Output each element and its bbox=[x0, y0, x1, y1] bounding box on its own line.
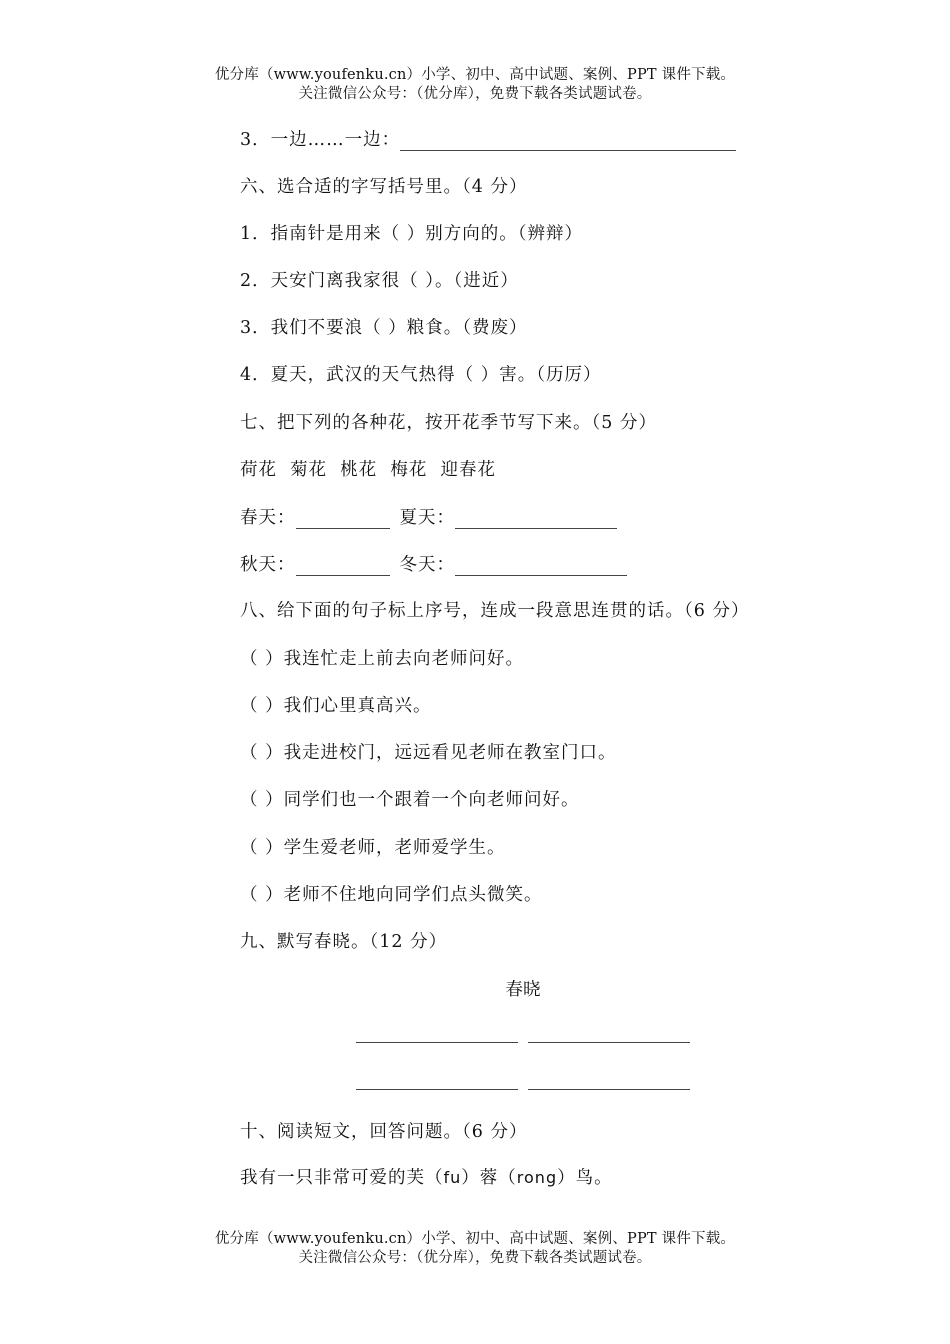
footer-line-1: 优分库（www.youfenku.cn）小学、初中、高中试题、案例、PPT 课件下载。 bbox=[214, 1231, 736, 1247]
poem-blank[interactable] bbox=[356, 1024, 518, 1043]
spring-summer-row bbox=[240, 504, 617, 529]
pinyin-rong: rong bbox=[516, 1168, 558, 1187]
header-line-2: 关注微信公众号：（优分库），免费下载各类试题试卷。 bbox=[298, 86, 652, 102]
item-3 bbox=[240, 126, 736, 151]
poem-blank[interactable] bbox=[528, 1071, 690, 1090]
autumn-label: 秋天： bbox=[240, 555, 296, 575]
answer-blank[interactable] bbox=[400, 132, 736, 151]
section-7-title: 七、把下列的各种花，按开花季节写下来。（5 分） bbox=[240, 413, 657, 433]
poem-blank[interactable] bbox=[356, 1071, 518, 1090]
section-9-title: 九、默写春晓。（12 分） bbox=[240, 932, 448, 952]
flower-list: 荷花 菊花 桃花 梅花 迎春花 bbox=[240, 460, 497, 480]
sec8-sentence-1: （ ）我连忙走上前去向老师问好。 bbox=[240, 649, 525, 669]
section-6-title: 六、选合适的字写括号里。（4 分） bbox=[240, 177, 528, 197]
sec8-sentence-5: （ ）学生爱老师，老师爱学生。 bbox=[240, 838, 506, 858]
header-line-1: 优分库（www.youfenku.cn）小学、初中、高中试题、案例、PPT 课件下载。 bbox=[214, 67, 736, 83]
sec8-sentence-3: （ ）我走进校门，远远看见老师在教室门口。 bbox=[240, 743, 617, 763]
item-3-text: 3．一边……一边： bbox=[240, 130, 401, 150]
poem-title: 春晓 bbox=[505, 980, 541, 1000]
sec8-sentence-4: （ ）同学们也一个跟着一个向老师问好。 bbox=[240, 790, 580, 810]
section-10-title: 十、阅读短文，回答问题。（6 分） bbox=[240, 1122, 528, 1142]
reading-passage-line bbox=[240, 1164, 613, 1189]
section-8-title: 八、给下面的句子标上序号，连成一段意思连贯的话。（6 分） bbox=[240, 601, 750, 621]
sec8-sentence-2: （ ）我们心里真高兴。 bbox=[240, 696, 432, 716]
passage-part-b: ）蓉（ bbox=[461, 1168, 517, 1188]
summer-label: 夏天： bbox=[399, 508, 455, 528]
pinyin-fu: fu bbox=[443, 1168, 462, 1187]
spring-label: 春天： bbox=[240, 508, 296, 528]
winter-label: 冬天： bbox=[399, 555, 455, 575]
poem-row-1 bbox=[356, 1024, 700, 1043]
sec6-question-4: 4．夏天，武汉的天气热得（ ）害。（历厉） bbox=[240, 365, 602, 385]
sec6-question-3: 3．我们不要浪（ ）粮食。（费废） bbox=[240, 318, 528, 338]
autumn-blank[interactable] bbox=[296, 557, 390, 576]
passage-part-c: ）鸟。 bbox=[557, 1168, 613, 1188]
sec8-sentence-6: （ ）老师不住地向同学们点头微笑。 bbox=[240, 885, 543, 905]
spring-blank[interactable] bbox=[296, 510, 390, 529]
autumn-winter-row bbox=[240, 551, 627, 576]
page-footer bbox=[0, 1230, 950, 1268]
summer-blank[interactable] bbox=[455, 510, 617, 529]
passage-part-a: 我有一只非常可爱的芙（ bbox=[240, 1168, 444, 1188]
page-header bbox=[0, 66, 950, 104]
winter-blank[interactable] bbox=[455, 557, 627, 576]
poem-blank[interactable] bbox=[528, 1024, 690, 1043]
poem-row-2 bbox=[356, 1071, 700, 1090]
sec6-question-1: 1．指南针是用来（ ）别方向的。（辨辩） bbox=[240, 224, 583, 244]
footer-line-2: 关注微信公众号：（优分库），免费下载各类试题试卷。 bbox=[298, 1250, 652, 1266]
sec6-question-2: 2．天安门离我家很（ ）。（进近） bbox=[240, 271, 519, 291]
